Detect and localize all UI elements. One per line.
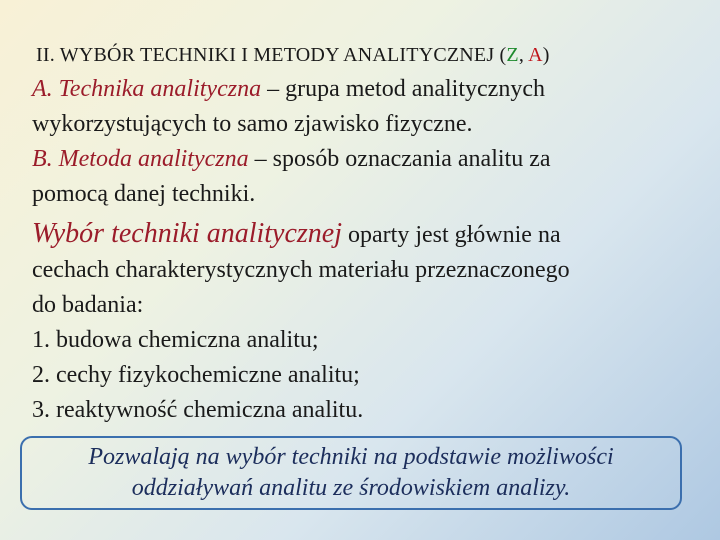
slide-title — [36, 44, 706, 67]
callout-line-2: oddziaływań analitu ze środowiskiem analizy. — [131, 475, 571, 501]
choice-text-2: cechach charakterystycznych materiału przeznaczonego — [32, 257, 570, 283]
callout-box — [20, 436, 682, 510]
definition-a-text-1: – grupa metod analitycznych — [261, 76, 545, 102]
list-item: 3. reaktywność chemiczna analitu. — [32, 397, 364, 423]
term-technika: A. Technika analityczna — [32, 76, 262, 102]
term-wybor: Wybór techniki analitycznej — [32, 218, 342, 249]
definition-b — [32, 142, 692, 177]
term-metoda: B. Metoda analityczna — [32, 146, 249, 172]
definition-a-text-2: wykorzystujących to samo zjawisko fizyczne. — [32, 111, 473, 137]
title-close: ) — [542, 44, 550, 66]
list-item: 1. budowa chemiczna analitu; — [32, 327, 319, 353]
choice-text-3: do badania: — [32, 292, 144, 318]
choice-line-1 — [32, 216, 692, 253]
title-a: A — [528, 44, 543, 66]
callout-line-1: Pozwalają na wybór techniki na podstawie możliwości — [88, 444, 614, 470]
title-main: II. WYBÓR TECHNIKI I METODY ANALITYCZNEJ ( — [36, 44, 507, 66]
definition-a — [32, 72, 692, 107]
definition-b-text-1: – sposób oznaczania analitu za — [248, 146, 551, 172]
choice-text-1: oparty jest głównie na — [342, 222, 561, 248]
slide-body — [32, 72, 692, 428]
title-sep: , — [518, 44, 529, 66]
title-z: Z — [506, 44, 519, 66]
list-item: 2. cechy fizykochemiczne analitu; — [32, 362, 360, 388]
definition-b-text-2: pomocą danej techniki. — [32, 181, 256, 207]
